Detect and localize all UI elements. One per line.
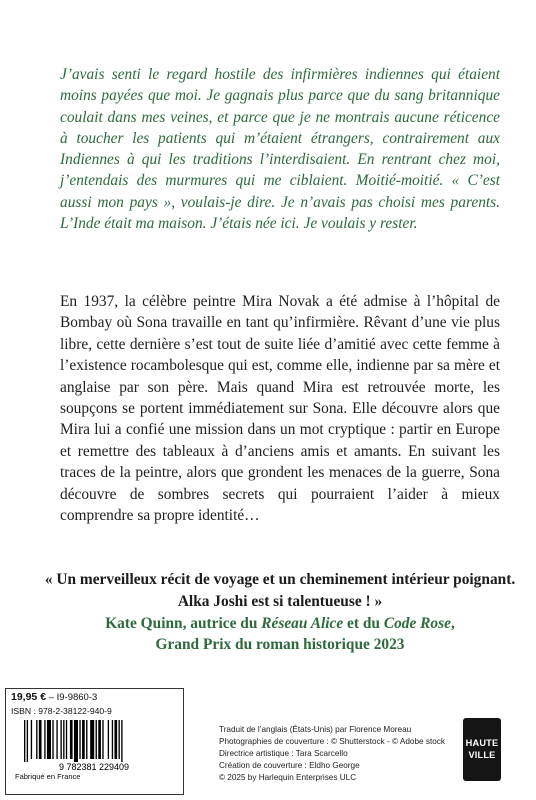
attribution-prefix: Kate Quinn, autrice du bbox=[105, 614, 262, 632]
logo-line-1: HAUTE bbox=[465, 738, 499, 748]
logo-line-2: VILLE bbox=[468, 749, 496, 760]
publisher-logo bbox=[463, 718, 501, 781]
made-in-label: Fabriqué en France bbox=[15, 772, 81, 781]
barcode-bar bbox=[52, 720, 53, 759]
review-blurb bbox=[40, 569, 520, 656]
synopsis: En 1937, la célèbre peintre Mira Novak a été admise à l’hôpital de Bombay où Sona travaille en tant qu’infirmière. Rêvant d’une vie plus libre, cette dernière s’est tout de suite liée d’amitié avec cette femme à l’existence rocambolesque qui est, comme elle, indienne par sa mère et anglaise par son père. Mais quand Mira est retrouvée morte, les soupçons se portent immédiatement sur Sona. Elle découvre alors que Mira lui a confié une mission dans un mot cryptique : partir en Europe et remettre des tableaux à d’anciens amis et amants. En suivant les traces de la peintre, alors que grondent les menaces de la guerre, Sona découvre de sombres secrets qui pourraient l’aider à mieux comprendre sa propre identité… bbox=[60, 293, 500, 525]
credit-line: Directrice artistique : Tara Scarcello bbox=[219, 749, 348, 759]
isbn: ISBN : 978-2-38122-940-9 bbox=[11, 706, 112, 716]
barcode-bar bbox=[44, 720, 45, 759]
barcode-bar bbox=[70, 720, 73, 759]
product-code: – I9-9860-3 bbox=[46, 692, 98, 703]
barcode-bar bbox=[102, 720, 103, 759]
barcode-bar bbox=[108, 720, 109, 759]
barcode-bar bbox=[98, 720, 101, 759]
barcode-bar bbox=[60, 720, 61, 759]
barcode-bar bbox=[90, 720, 94, 759]
barcode-bar bbox=[63, 720, 64, 759]
barcode-bar bbox=[121, 720, 122, 762]
barcode-bar bbox=[24, 720, 25, 762]
book-title-2: Code Rose bbox=[383, 614, 451, 632]
barcode-bar bbox=[79, 720, 80, 759]
barcode-bar bbox=[31, 720, 32, 759]
barcode-bar bbox=[36, 720, 37, 759]
credit-line: Création de couverture : Eldho George bbox=[219, 761, 360, 771]
barcode-bar bbox=[112, 720, 113, 759]
barcode-bar bbox=[66, 720, 67, 759]
barcode-bar bbox=[39, 720, 42, 759]
review-quote: « Un merveilleux récit de voyage et un cheminement intérieur poignant. Alka Joshi est si talentueuse ! » bbox=[44, 571, 516, 610]
barcode-bar bbox=[47, 720, 51, 759]
barcode bbox=[16, 720, 172, 772]
attribution-mid: et du bbox=[343, 614, 384, 632]
barcode-bar bbox=[96, 720, 97, 759]
credit-line: © 2025 by Harlequin Enterprises ULC bbox=[219, 773, 357, 783]
review-attribution bbox=[40, 613, 520, 635]
barcode-bar bbox=[114, 720, 117, 759]
price: 19,95 € bbox=[11, 691, 47, 703]
barcode-bar bbox=[27, 720, 28, 762]
excerpt-quote: J’avais senti le regard hostile des infirmières indiennes qui étaient moins payées que moi. Je gagnais plus parce que du sang britannique coulait dans mes veines, et parce que je ne montrais aucune réticence à toucher les patients qui m’étaient étrangers, contrairement aux Indiennes à qui les traditions l’interdisaient. En rentrant chez moi, j’entendais des murmures qui me ciblaient. Moitié-moitié. « C’est aussi mon pays », voulais-je dire. Je n’avais pas choisi mes parents. L’Inde était ma maison. J’étais née ici. Je voulais y rester. bbox=[60, 66, 500, 233]
barcode-box bbox=[5, 688, 184, 795]
credit-line: Photographies de couverture : © Shutterstock - © Adobe stock bbox=[219, 737, 445, 747]
price-row bbox=[11, 691, 97, 703]
barcode-bar bbox=[119, 720, 120, 759]
barcode-bar bbox=[74, 720, 78, 762]
barcode-bar bbox=[82, 720, 85, 759]
credits bbox=[219, 724, 445, 784]
barcode-digits: 9 782381 229409 bbox=[58, 762, 130, 772]
award-line: Grand Prix du roman historique 2023 bbox=[155, 636, 405, 654]
barcode-bar bbox=[86, 720, 87, 759]
barcode-bar bbox=[56, 720, 57, 759]
attribution-suffix: , bbox=[450, 614, 455, 632]
credit-line: Traduit de l’anglais (États-Unis) par Florence Moreau bbox=[219, 725, 412, 734]
book-title-1: Réseau Alice bbox=[261, 614, 344, 632]
